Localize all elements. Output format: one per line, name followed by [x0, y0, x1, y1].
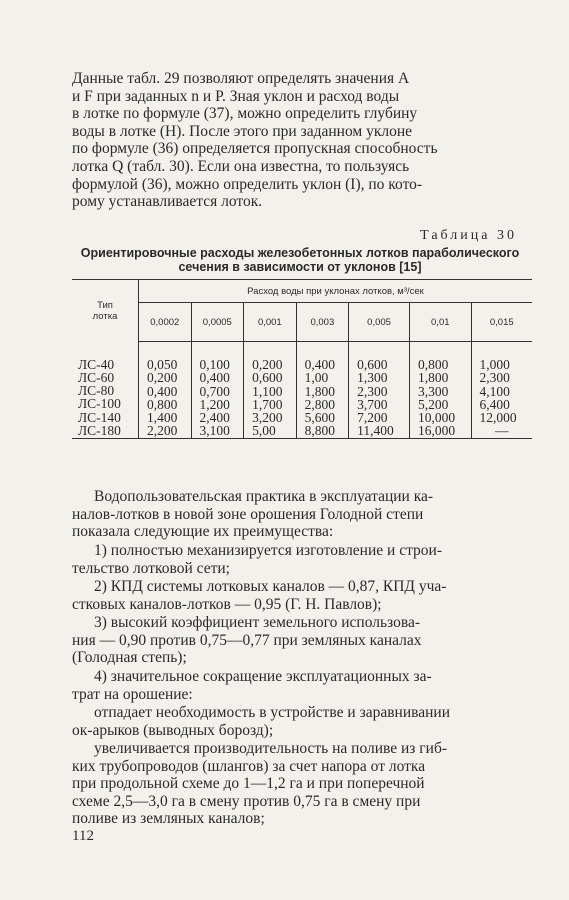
column-header-type: Тип лотка	[92, 300, 118, 322]
table-cell: 5,00	[252, 423, 276, 439]
table-body	[72, 342, 532, 439]
table-cell: 0,200	[252, 357, 283, 372]
intro-paragraph	[72, 70, 532, 211]
column-header-slope: 0,01	[410, 303, 472, 342]
table-cell: 0,600	[252, 370, 283, 386]
column-header-slope: 0,001	[244, 303, 297, 342]
table-cell: 1,700	[252, 396, 283, 412]
text-line: поливе из земляных каналов;	[72, 810, 265, 828]
table-cell: 5,600	[304, 410, 335, 426]
table-cell: 0,100	[199, 357, 230, 372]
table-cell: 0,700	[199, 383, 230, 399]
table-cell: 3,200	[252, 410, 283, 426]
advantage-item-3	[72, 614, 532, 667]
table-cell: 2,300	[357, 383, 388, 399]
table-cell: 16,000	[418, 423, 456, 439]
text-line: при продольной схеме до 1—1,2 га и при поперечной	[72, 775, 425, 793]
table-cell: 2,300	[479, 370, 510, 386]
table-cell: 2,400	[199, 410, 230, 426]
column-header-slope: 0,0005	[191, 303, 244, 342]
text-line: Данные табл. 29 позволяют определять значения A	[72, 70, 410, 87]
table-cell: 1,800	[418, 370, 449, 386]
table-cell: 1,100	[252, 383, 283, 399]
advantage-subitem-1	[72, 704, 532, 739]
table-cell: 0,600	[357, 357, 388, 372]
table-caption	[80, 246, 520, 274]
text-line: лотка Q (табл. 30). Если она известна, то пользуясь	[72, 157, 410, 175]
table-cell: 12,000	[479, 410, 517, 426]
table-cell: 3,100	[199, 423, 230, 439]
text-line: ния — 0,90 против 0,75—0,77 при земляных каналах	[72, 631, 422, 649]
advantage-subitem-2	[72, 740, 532, 828]
table-cell: 0,200	[147, 370, 178, 386]
table-cell: 10,000	[418, 410, 456, 426]
table-cell: 7,200	[357, 410, 388, 426]
table-cell: ЛС-80	[78, 383, 115, 399]
table-cell: ЛС-100	[78, 396, 121, 412]
text-line: 3) высокий коэффициент земельного использова-	[94, 614, 420, 631]
table-cell: —	[495, 423, 509, 439]
text-line: рому устанавливается лоток.	[72, 193, 263, 211]
table-cell: 0,800	[418, 357, 449, 372]
text-line: ких трубопроводов (шлангов) за счет напора от лотка	[72, 757, 426, 775]
table-cell: 4,100	[479, 383, 510, 399]
table-cell: ЛС-40	[78, 356, 115, 372]
text-line: стковых каналов-лотков — 0,95 (Г. Н. Павлов);	[72, 595, 382, 613]
value-column	[471, 342, 532, 439]
text-line: увеличивается производительность на поливе из гиб-	[94, 740, 447, 757]
text-line: 2) КПД системы лотковых каналов — 0,87, КПД уча-	[94, 578, 447, 595]
text-line: по формуле (36) определяется пропускная способность	[72, 140, 438, 158]
column-header-slope: 0,005	[349, 303, 410, 342]
table-cell: 5,200	[418, 396, 449, 412]
caption-line: сечения в зависимости от уклонов [15]	[178, 260, 422, 274]
table-cell: 2,200	[147, 423, 178, 439]
column-header-slope: 0,003	[296, 303, 349, 342]
table-cell: 0,050	[147, 357, 178, 372]
text-line: трат на орошение:	[72, 685, 193, 703]
table-cell: 1,800	[304, 383, 335, 399]
table-cell: 0,800	[147, 396, 178, 412]
table-cell: 11,400	[357, 423, 394, 439]
table-label: Таблица 30	[420, 228, 517, 243]
value-column	[191, 342, 244, 439]
table-cell: 1,000	[479, 357, 510, 372]
table-cell: 3,700	[357, 396, 388, 412]
text-line: показала следующие их преимущества:	[72, 523, 334, 541]
table-cell: 2,800	[304, 396, 335, 412]
table-cell: 0,400	[147, 383, 178, 399]
text-line: формулой (36), можно определить уклон (I), по кото-	[72, 175, 423, 193]
table-cell: 0,400	[304, 357, 335, 372]
table-cell: 1,200	[199, 396, 230, 412]
text-line: (Голодная степь);	[72, 649, 187, 667]
table-cell: 3,300	[418, 383, 449, 399]
practice-paragraph	[72, 488, 532, 541]
advantage-item-4	[72, 668, 532, 703]
column-group-header: Расход воды при уклонах лотков, м³/сек	[139, 280, 533, 303]
table-cell: 6,400	[479, 396, 510, 412]
text-line: в лотке по формуле (37), можно определить глубину	[72, 105, 418, 123]
table-cell: ЛС-180	[78, 422, 121, 438]
page-number: 112	[72, 828, 94, 844]
text-line: схеме 2,5—3,0 га в смену против 0,75 га в смену при	[72, 792, 421, 810]
table-cell: ЛС-140	[78, 409, 121, 425]
text-line: налов-лотков в новой зоне орошения Голодной степи	[72, 505, 424, 523]
table-cell: ЛС-60	[78, 369, 115, 385]
table-cell: 0,400	[199, 370, 230, 386]
advantage-item-1	[72, 542, 532, 577]
table-cell: 1,00	[304, 370, 329, 386]
column-header-slope: 0,015	[471, 303, 532, 342]
flow-rates-table	[72, 279, 532, 439]
text-line: и F при заданных n и P. Зная уклон и расход воды	[72, 87, 400, 105]
value-column	[139, 342, 192, 439]
table-cell: 1,400	[147, 410, 178, 426]
table-cell: 1,300	[357, 370, 388, 386]
value-column	[296, 342, 349, 439]
text-line: Водопользовательская практика в эксплуатации ка-	[94, 488, 434, 505]
value-column	[244, 342, 297, 439]
text-line: 4) значительное сокращение эксплуатационных за-	[94, 668, 432, 685]
text-line: отпадает необходимость в устройстве и заравнивании	[94, 704, 451, 721]
advantage-item-2	[72, 578, 532, 613]
text-line: воды в лотке (Н). После этого при заданном уклоне	[72, 122, 413, 140]
text-line: ок-арыков (выводных борозд);	[72, 721, 274, 739]
table-cell: 8,800	[304, 423, 335, 439]
value-column	[410, 342, 472, 439]
text-line: 1) полностью механизируется изготовление и строи-	[94, 542, 443, 559]
text-line: тельство лотковой сети;	[72, 559, 230, 577]
caption-line: Ориентировочные расходы железобетонных лотков параболического	[80, 246, 520, 260]
type-column	[72, 342, 139, 439]
column-header-slope: 0,0002	[139, 303, 192, 342]
value-column	[349, 342, 410, 439]
